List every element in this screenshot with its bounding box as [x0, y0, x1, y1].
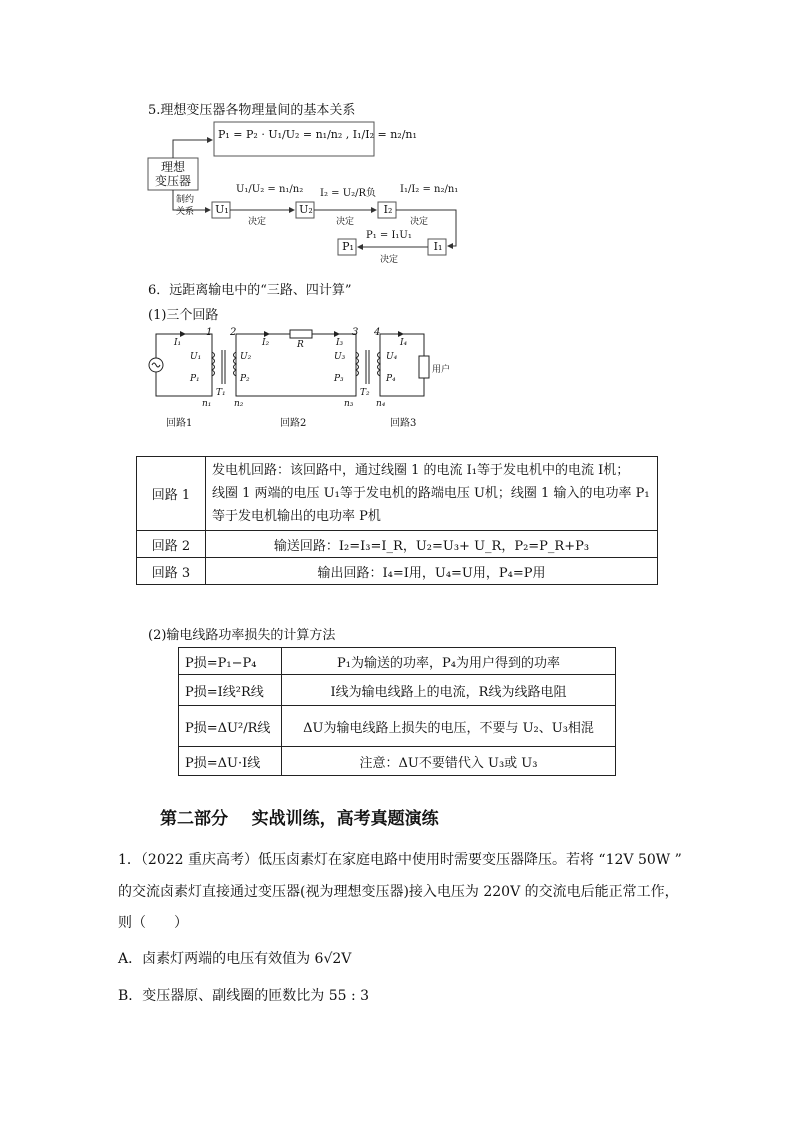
- top-formula: P₁ = P₂ · U₁/U₂ = n₁/n₂ , I₁/I₂ = n₂/n₁: [218, 128, 417, 141]
- section5-title: 5.理想变压器各物理量间的基本关系: [148, 103, 356, 118]
- label-i4: I₄: [400, 338, 408, 348]
- table-row: [179, 648, 616, 675]
- label-n1: n₁: [202, 399, 212, 409]
- loop2-name: 回路 2: [137, 531, 206, 558]
- transformer-relation-diagram: [140, 118, 480, 268]
- label-n4: n₄: [376, 399, 386, 409]
- table-row: [179, 706, 616, 747]
- label-u4: U₄: [386, 352, 398, 362]
- decide-label-1: 决定: [248, 217, 267, 227]
- label-u1: U₁: [190, 352, 202, 362]
- loop-label-1: 回路1: [166, 418, 193, 429]
- loop1-name: 回路 1: [137, 457, 206, 531]
- point-4: 4: [374, 327, 381, 338]
- table-row: [137, 531, 658, 558]
- loss-formula-3: P损=ΔU²/R线: [179, 706, 282, 747]
- label-p1: P₁: [190, 374, 200, 384]
- label-p3: P₃: [334, 374, 344, 384]
- section6-title: 6．远距离输电中的“三路、四计算”: [148, 283, 352, 298]
- option-b[interactable]: B．变压器原、副线圈的匝数比为 55 : 3: [118, 988, 370, 1004]
- point-1: 1: [206, 327, 213, 338]
- loop1-line3: 等于发电机输出的电功率 P机: [212, 509, 381, 524]
- loop-label-2: 回路2: [280, 418, 307, 429]
- part2-heading: 第二部分 实战训练，高考真题演练: [160, 809, 439, 829]
- ideal-transformer-box: [148, 160, 198, 188]
- option-a[interactable]: A．卤素灯两端的电压有效值为 6√2V: [118, 951, 352, 967]
- loss-formula-2: P损=I线²R线: [179, 675, 282, 706]
- label-r: R: [297, 340, 304, 350]
- q1-line2: 的交流卤素灯直接通过变压器(视为理想变压器)接入电压为 220V 的交流电后能正常工作，: [118, 884, 679, 900]
- loss-desc-4: 注意：ΔU不要错代入 U₃或 U₃: [282, 747, 616, 776]
- label-t1: T₁: [216, 388, 226, 398]
- decide-label-2: 决定: [336, 217, 355, 227]
- label-i3: I₃: [336, 338, 344, 348]
- section6-sub2: (2)输电线路功率损失的计算方法: [148, 628, 336, 643]
- node-u1: U₁: [215, 203, 229, 216]
- center-box-line1: 理想: [160, 160, 185, 174]
- node-p1: P₁: [342, 240, 354, 253]
- loop3-content: 输出回路：I₄=I用，U₄=U用，P₄=P用: [206, 558, 658, 585]
- label-i1: I₁: [174, 338, 182, 348]
- relation-3: I₁/I₂ = n₂/n₁: [400, 184, 459, 195]
- label-u2: U₂: [240, 352, 252, 362]
- restrict-label-1: 制约: [176, 195, 195, 205]
- decide-label-4: 决定: [380, 255, 399, 265]
- center-box-line2: 变压器: [154, 174, 191, 188]
- label-user: 用户: [432, 365, 451, 375]
- loop1-line1: 发电机回路：该回路中，通过线圈 1 的电流 I₁等于发电机中的电流 I机；: [212, 463, 630, 478]
- loop-label-3: 回路3: [390, 418, 417, 429]
- label-u3: U₃: [334, 352, 346, 362]
- power-loss-table: [178, 647, 616, 776]
- node-i2: I₂: [383, 203, 393, 216]
- table-row: [137, 558, 658, 585]
- table-row: [179, 675, 616, 706]
- loops-table: [136, 456, 658, 585]
- restrict-label: [176, 194, 194, 218]
- relation-1: U₁/U₂ = n₁/n₂: [236, 184, 304, 195]
- label-t2: T₂: [360, 388, 370, 398]
- decide-label-3: 决定: [410, 217, 429, 227]
- q1-line1: 1．（2022 重庆高考）低压卤素灯在家庭电路中使用时需要变压器降压。若将 “12V 50W ”: [118, 852, 682, 868]
- loop1-line2: 线圈 1 两端的电压 U₁等于发电机的路端电压 U机；线圈 1 输入的电功率 P₁: [212, 486, 650, 501]
- section6-sub1: (1)三个回路: [148, 308, 219, 323]
- table-row: [137, 457, 658, 531]
- node-i1: I₁: [433, 240, 443, 253]
- label-i2: I₂: [262, 338, 270, 348]
- loss-formula-1: P损=P₁−P₄: [179, 648, 282, 675]
- label-n2: n₂: [234, 399, 244, 409]
- label-p4: P₄: [386, 374, 396, 384]
- loss-desc-2: I线为输电线路上的电流，R线为线路电阻: [282, 675, 616, 706]
- loss-desc-1: P₁为输送的功率，P₄为用户得到的功率: [282, 648, 616, 675]
- loss-desc-3: ΔU为输电线路上损失的电压，不要与 U₂、U₃相混: [282, 706, 616, 747]
- loop3-name: 回路 3: [137, 558, 206, 585]
- point-3: 3: [352, 327, 359, 338]
- relation-2: I₂ = U₂/R负: [320, 188, 377, 199]
- table-row: [179, 747, 616, 776]
- q1-line3: 则（ ）: [118, 915, 188, 931]
- point-2: 2: [230, 327, 237, 338]
- three-loop-circuit: [140, 324, 470, 432]
- loss-formula-4: P损=ΔU·I线: [179, 747, 282, 776]
- restrict-label-2: 关系: [176, 207, 195, 217]
- relation-4: P₁ = I₁U₁: [366, 230, 412, 241]
- loop1-content: [206, 457, 658, 531]
- loop2-content: 输送回路：I₂=I₃=I_R，U₂=U₃+ U_R，P₂=P_R+P₃: [206, 531, 658, 558]
- node-u2: U₂: [299, 203, 313, 216]
- label-p2: P₂: [240, 374, 250, 384]
- label-n3: n₃: [344, 399, 354, 409]
